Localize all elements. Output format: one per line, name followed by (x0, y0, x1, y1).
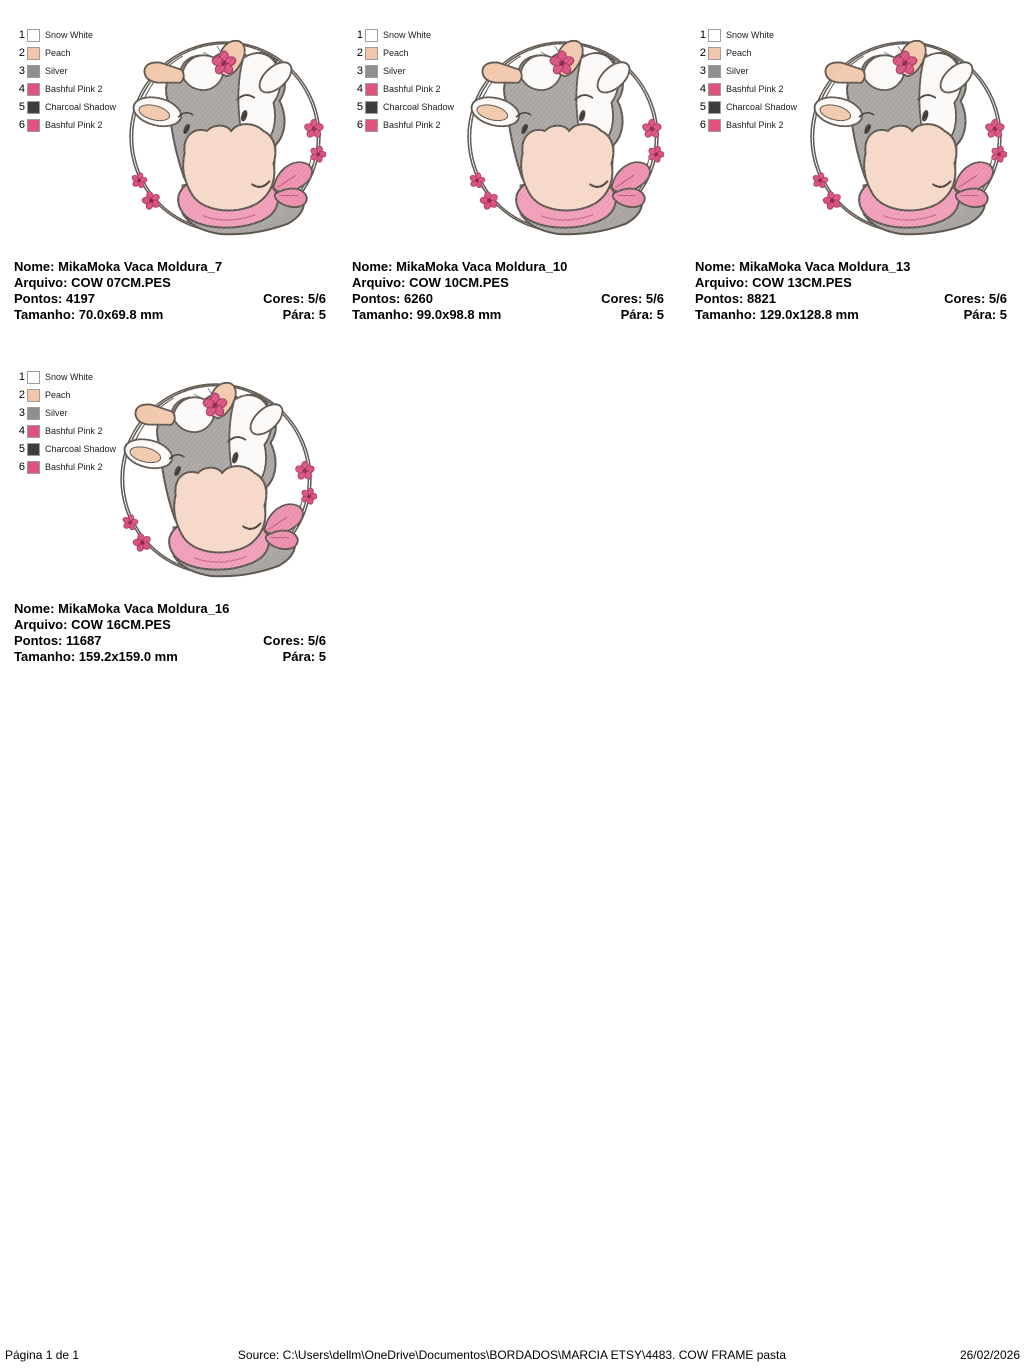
legend-row (14, 26, 116, 44)
legend-row (14, 62, 116, 80)
design-stitches-line: Pontos: 8821 Cores: 5/6 (695, 291, 1007, 306)
color-swatch (27, 389, 40, 402)
legend-color-name: Snow White (726, 30, 775, 40)
color-swatch (708, 65, 721, 78)
design-block-1 (0, 0, 326, 330)
legend-number: 3 (699, 64, 706, 77)
design-info (695, 259, 1007, 323)
legend-color-name: Bashful Pink 2 (45, 426, 103, 436)
legend-number: 6 (699, 118, 706, 131)
color-swatch (365, 83, 378, 96)
legend-row (352, 44, 454, 62)
thread-color-legend (14, 368, 116, 476)
legend-color-name: Peach (726, 48, 752, 58)
legend-row (695, 44, 797, 62)
legend-color-name: Bashful Pink 2 (45, 84, 103, 94)
design-name-line: Nome: MikaMoka Vaca Moldura_10 (352, 259, 568, 274)
legend-row (695, 116, 797, 134)
legend-row (14, 368, 116, 386)
legend-row (14, 116, 116, 134)
thread-color-legend (352, 26, 454, 134)
legend-row (352, 62, 454, 80)
legend-number: 6 (18, 118, 25, 131)
legend-row (14, 386, 116, 404)
legend-row (352, 26, 454, 44)
color-swatch (27, 461, 40, 474)
color-swatch (27, 65, 40, 78)
footer-page-number: Página 1 de 1 (5, 1348, 80, 1362)
legend-color-name: Snow White (45, 30, 94, 40)
color-swatch (27, 119, 40, 132)
legend-row (695, 26, 797, 44)
legend-color-name: Snow White (383, 30, 432, 40)
color-swatch (708, 101, 721, 114)
legend-number: 5 (18, 442, 25, 455)
design-block-4 (0, 342, 326, 672)
color-swatch (708, 119, 721, 132)
legend-number: 6 (18, 460, 25, 473)
legend-row (14, 98, 116, 116)
color-swatch (27, 443, 40, 456)
legend-number: 3 (18, 406, 25, 419)
design-file-line: Arquivo: COW 07CM.PES (14, 275, 171, 290)
legend-number: 2 (699, 46, 706, 59)
design-info (14, 259, 326, 323)
design-block-2 (338, 0, 664, 330)
design-size-line: Tamanho: 159.2x159.0 mm Pára: 5 (14, 649, 326, 664)
design-stitches-line: Pontos: 4197 Cores: 5/6 (14, 291, 326, 306)
legend-color-name: Bashful Pink 2 (383, 84, 441, 94)
legend-color-name: Bashful Pink 2 (726, 84, 784, 94)
design-size-line: Tamanho: 99.0x98.8 mm Pára: 5 (352, 307, 664, 322)
legend-number: 1 (18, 370, 25, 383)
legend-number: 1 (18, 28, 25, 41)
legend-number: 5 (356, 100, 363, 113)
legend-color-name: Charcoal Shadow (45, 102, 117, 112)
footer-source-path: Source: C:\Users\dellm\OneDrive\Documentos\BORDADOS\MARCIA ETSY\4483. COW FRAME pasta (237, 1348, 787, 1362)
legend-row (695, 98, 797, 116)
legend-number: 5 (699, 100, 706, 113)
legend-color-name: Silver (383, 66, 406, 76)
legend-color-name: Bashful Pink 2 (45, 120, 103, 130)
legend-color-name: Peach (45, 390, 71, 400)
legend-color-name: Charcoal Shadow (45, 444, 117, 454)
legend-row (14, 80, 116, 98)
legend-color-name: Charcoal Shadow (383, 102, 455, 112)
color-swatch (708, 29, 721, 42)
design-file-line: Arquivo: COW 16CM.PES (14, 617, 171, 632)
legend-color-name: Bashful Pink 2 (45, 462, 103, 472)
color-swatch (27, 371, 40, 384)
design-file-line: Arquivo: COW 10CM.PES (352, 275, 509, 290)
legend-row (14, 458, 116, 476)
design-block-3 (681, 0, 1007, 330)
color-swatch (27, 101, 40, 114)
legend-number: 2 (18, 388, 25, 401)
thread-color-legend (14, 26, 116, 134)
color-swatch (365, 65, 378, 78)
legend-color-name: Bashful Pink 2 (383, 120, 441, 130)
legend-number: 3 (18, 64, 25, 77)
legend-number: 3 (356, 64, 363, 77)
color-swatch (708, 83, 721, 96)
footer-date: 26/02/2026 (959, 1348, 1020, 1362)
design-info (352, 259, 664, 323)
legend-number: 2 (18, 46, 25, 59)
color-swatch (708, 47, 721, 60)
legend-color-name: Silver (45, 66, 68, 76)
color-swatch (27, 83, 40, 96)
legend-number: 2 (356, 46, 363, 59)
page-footer (0, 1348, 1024, 1364)
legend-row (14, 440, 116, 458)
design-size-line: Tamanho: 129.0x128.8 mm Pára: 5 (695, 307, 1007, 322)
legend-color-name: Bashful Pink 2 (726, 120, 784, 130)
color-swatch (365, 47, 378, 60)
design-name-line: Nome: MikaMoka Vaca Moldura_7 (14, 259, 223, 274)
color-swatch (365, 29, 378, 42)
legend-row (14, 422, 116, 440)
legend-number: 5 (18, 100, 25, 113)
embroidery-design-thumbnail (115, 378, 317, 580)
embroidery-design-thumbnail (124, 36, 326, 238)
legend-color-name: Snow White (45, 372, 94, 382)
legend-row (14, 404, 116, 422)
color-swatch (27, 47, 40, 60)
legend-number: 6 (356, 118, 363, 131)
color-swatch (365, 119, 378, 132)
legend-row (352, 80, 454, 98)
legend-number: 4 (18, 424, 25, 437)
design-name-line: Nome: MikaMoka Vaca Moldura_13 (695, 259, 911, 274)
color-swatch (27, 29, 40, 42)
legend-number: 4 (699, 82, 706, 95)
design-stitches-line: Pontos: 11687 Cores: 5/6 (14, 633, 326, 648)
legend-number: 4 (18, 82, 25, 95)
design-name-line: Nome: MikaMoka Vaca Moldura_16 (14, 601, 230, 616)
embroidery-design-thumbnail (462, 36, 664, 238)
legend-color-name: Silver (45, 408, 68, 418)
thread-color-legend (695, 26, 797, 134)
embroidery-design-thumbnail (805, 36, 1007, 238)
legend-number: 4 (356, 82, 363, 95)
legend-row (352, 98, 454, 116)
legend-row (695, 62, 797, 80)
design-info (14, 601, 326, 665)
design-size-line: Tamanho: 70.0x69.8 mm Pára: 5 (14, 307, 326, 322)
design-file-line: Arquivo: COW 13CM.PES (695, 275, 852, 290)
legend-row (695, 80, 797, 98)
legend-number: 1 (699, 28, 706, 41)
legend-color-name: Peach (383, 48, 409, 58)
color-swatch (27, 425, 40, 438)
design-stitches-line: Pontos: 6260 Cores: 5/6 (352, 291, 664, 306)
color-swatch (365, 101, 378, 114)
legend-number: 1 (356, 28, 363, 41)
legend-row (14, 44, 116, 62)
legend-color-name: Charcoal Shadow (726, 102, 798, 112)
legend-color-name: Silver (726, 66, 749, 76)
legend-color-name: Peach (45, 48, 71, 58)
color-swatch (27, 407, 40, 420)
legend-row (352, 116, 454, 134)
